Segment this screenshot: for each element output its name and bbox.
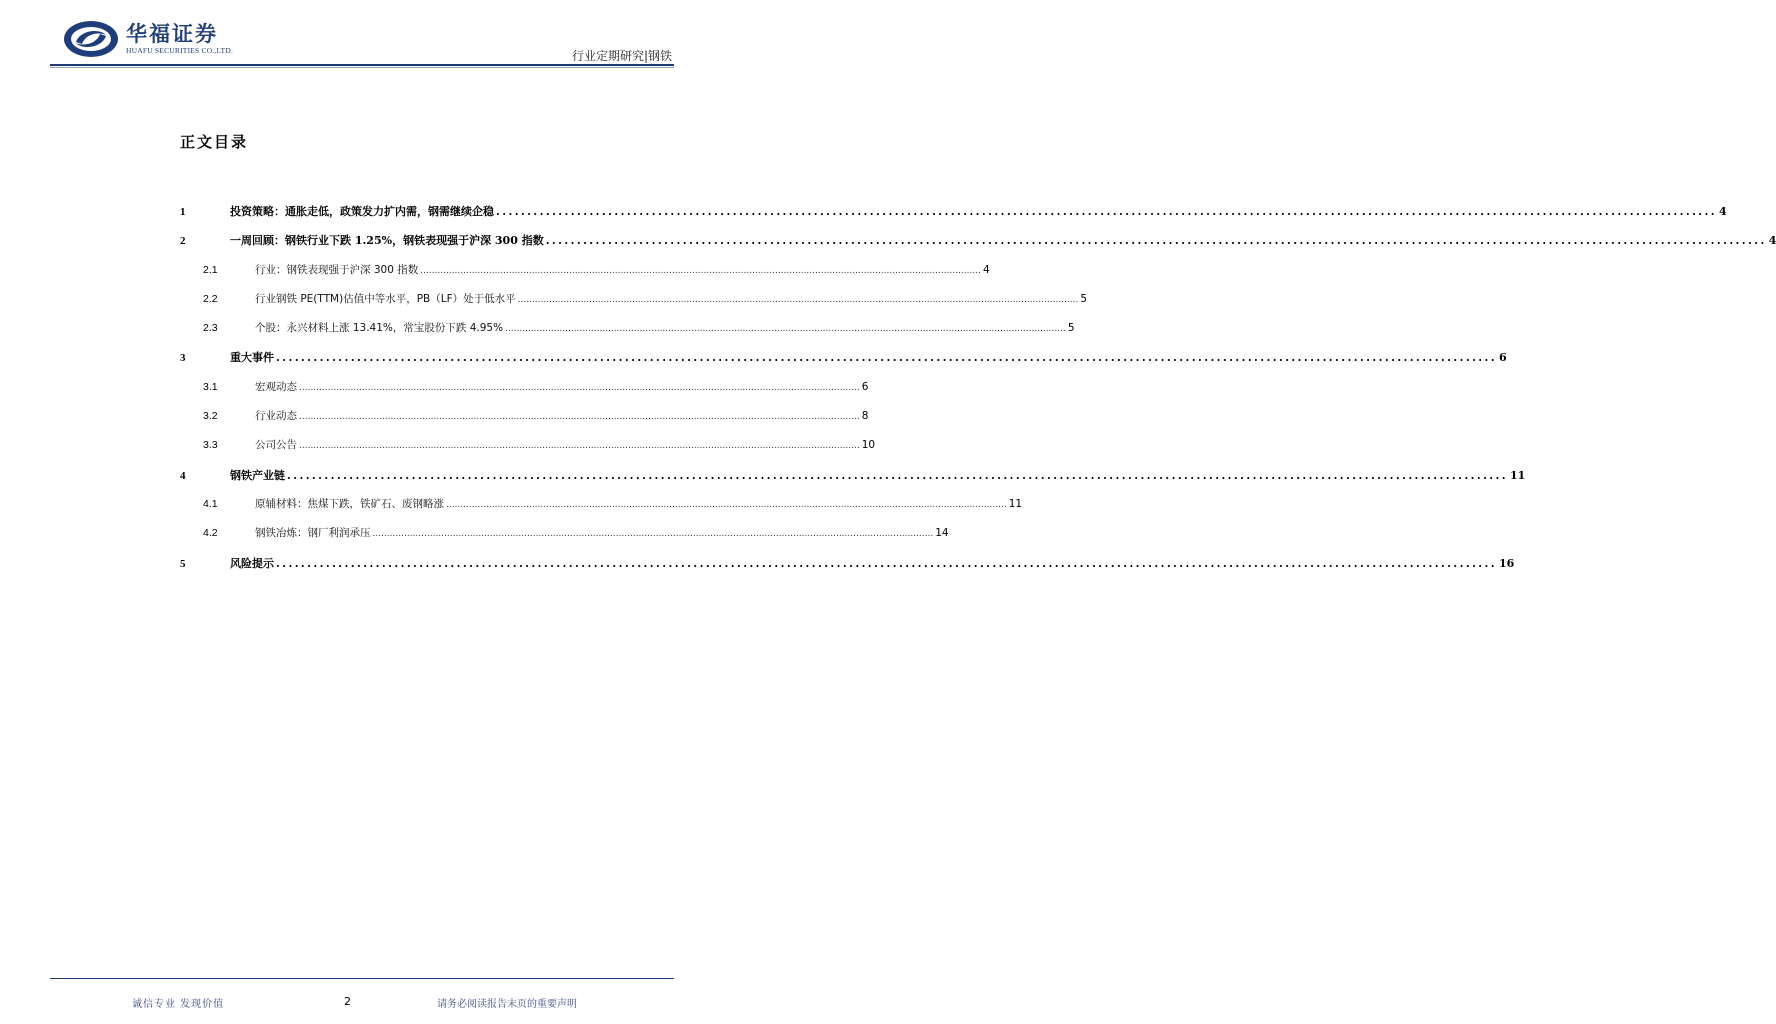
toc-entry-page: 4 [1719, 205, 1727, 218]
toc-leader-dots [276, 351, 1497, 364]
toc-entry[interactable] [180, 555, 1515, 574]
toc-entry-page: 4 [982, 263, 990, 276]
toc-entry-page: 5 [1067, 322, 1075, 335]
report-category: 行业定期研究|钢铁 [571, 49, 672, 63]
toc-entry-number: 2.2 [203, 292, 218, 305]
toc-entry-title: 重大事件 [230, 351, 274, 365]
toc-entry-page: 4 [1768, 234, 1776, 248]
toc-entry-title: 行业钢铁 PE(TTM)估值中等水平，PB（LF）处于低水平 [255, 292, 516, 305]
toc-title: 正文目录 [180, 133, 249, 151]
toc-entry[interactable] [180, 437, 876, 456]
page-number: 2 [344, 995, 351, 1008]
toc-entry-page: 6 [861, 380, 869, 393]
toc-entry-number: 1 [180, 206, 186, 218]
toc-entry-title: 原辅材料：焦煤下跌，铁矿石、废钢略涨 [255, 497, 444, 510]
toc-entry-number: 2.3 [203, 322, 218, 335]
toc-leader-dots [373, 529, 934, 539]
company-logo [62, 18, 262, 60]
toc-entry-title: 行业：钢铁表现强于沪深 300 指数 [255, 263, 419, 276]
toc-leader-dots [546, 234, 1767, 247]
toc-entry-title: 钢铁产业链 [230, 468, 285, 482]
toc-leader-dots [276, 557, 1497, 570]
toc-entry-page: 14 [935, 527, 949, 540]
toc-entry[interactable] [180, 408, 869, 427]
toc-entry[interactable] [180, 291, 1088, 310]
logo-chinese-name: 华福证券 [126, 22, 218, 46]
toc-leader-dots [420, 266, 981, 276]
toc-leader-dots [518, 295, 1079, 305]
toc-entry-title: 一周回顾：钢铁行业下跌 1.25%，钢铁表现强于沪深 300 指数 [230, 234, 544, 248]
toc-entry-number: 4.2 [203, 527, 218, 540]
toc-entry-number: 2 [180, 235, 186, 248]
toc-entry-number: 3.2 [203, 410, 218, 423]
toc-entry-number: 2.1 [203, 263, 218, 276]
toc-entry-number: 3.1 [203, 380, 218, 393]
toc-entry[interactable] [180, 232, 1776, 251]
toc-leader-dots [299, 412, 860, 422]
toc-entry-number: 4 [180, 469, 186, 482]
toc-entry[interactable] [180, 262, 990, 281]
footer-disclaimer: 请务必阅读报告末页的重要声明 [437, 999, 577, 1010]
toc-leader-dots [496, 205, 1717, 218]
toc-entry-page: 10 [861, 439, 876, 452]
toc-leader-dots [287, 469, 1508, 482]
footer-slogan: 诚信专业 发现价值 [132, 999, 225, 1010]
toc-entry[interactable] [180, 320, 1075, 339]
toc-entry-page: 11 [1510, 468, 1526, 482]
toc-leader-dots [446, 500, 1007, 510]
toc-entry-number: 5 [180, 557, 186, 570]
toc-entry-title: 个股：永兴材料上涨 13.41%，常宝股份下跌 4.95% [255, 322, 504, 335]
toc-entry[interactable] [180, 496, 1023, 515]
toc-entry-page: 6 [1499, 351, 1507, 365]
header-divider [50, 64, 674, 66]
toc-entry-title: 公司公告 [255, 439, 297, 452]
toc-entry-number: 3 [180, 352, 186, 365]
logo-emblem-icon [62, 18, 120, 60]
toc-entry-title: 投资策略：通胀走低，政策发力扩内需，钢需继续企稳 [230, 205, 494, 218]
toc-entry-page: 8 [861, 410, 869, 423]
toc-entry-page: 11 [1008, 497, 1023, 510]
toc-leader-dots [505, 324, 1066, 334]
toc-entry-number: 3.3 [203, 439, 218, 452]
toc-entry-title: 钢铁冶炼：钢厂利润承压 [255, 527, 371, 540]
toc-entry[interactable] [180, 467, 1526, 486]
logo-english-name: HUAFU SECURITIES CO.,LTD. [126, 46, 234, 55]
toc-leader-dots [299, 383, 860, 393]
toc-entry[interactable] [180, 349, 1507, 368]
toc-entry-title: 行业动态 [255, 410, 297, 423]
toc-entry[interactable] [180, 203, 1727, 222]
toc-entry-title: 风险提示 [230, 556, 274, 570]
footer-divider [50, 978, 674, 979]
toc-entry-number: 4.1 [203, 497, 218, 510]
toc-entry[interactable] [180, 379, 869, 398]
toc-entry-title: 宏观动态 [255, 380, 297, 393]
toc-entry-page: 16 [1499, 556, 1515, 570]
header-divider-thin [50, 67, 674, 68]
toc-entry[interactable] [180, 525, 949, 544]
toc-leader-dots [299, 441, 860, 451]
toc-entry-page: 5 [1080, 292, 1088, 305]
table-of-contents [180, 203, 1776, 584]
